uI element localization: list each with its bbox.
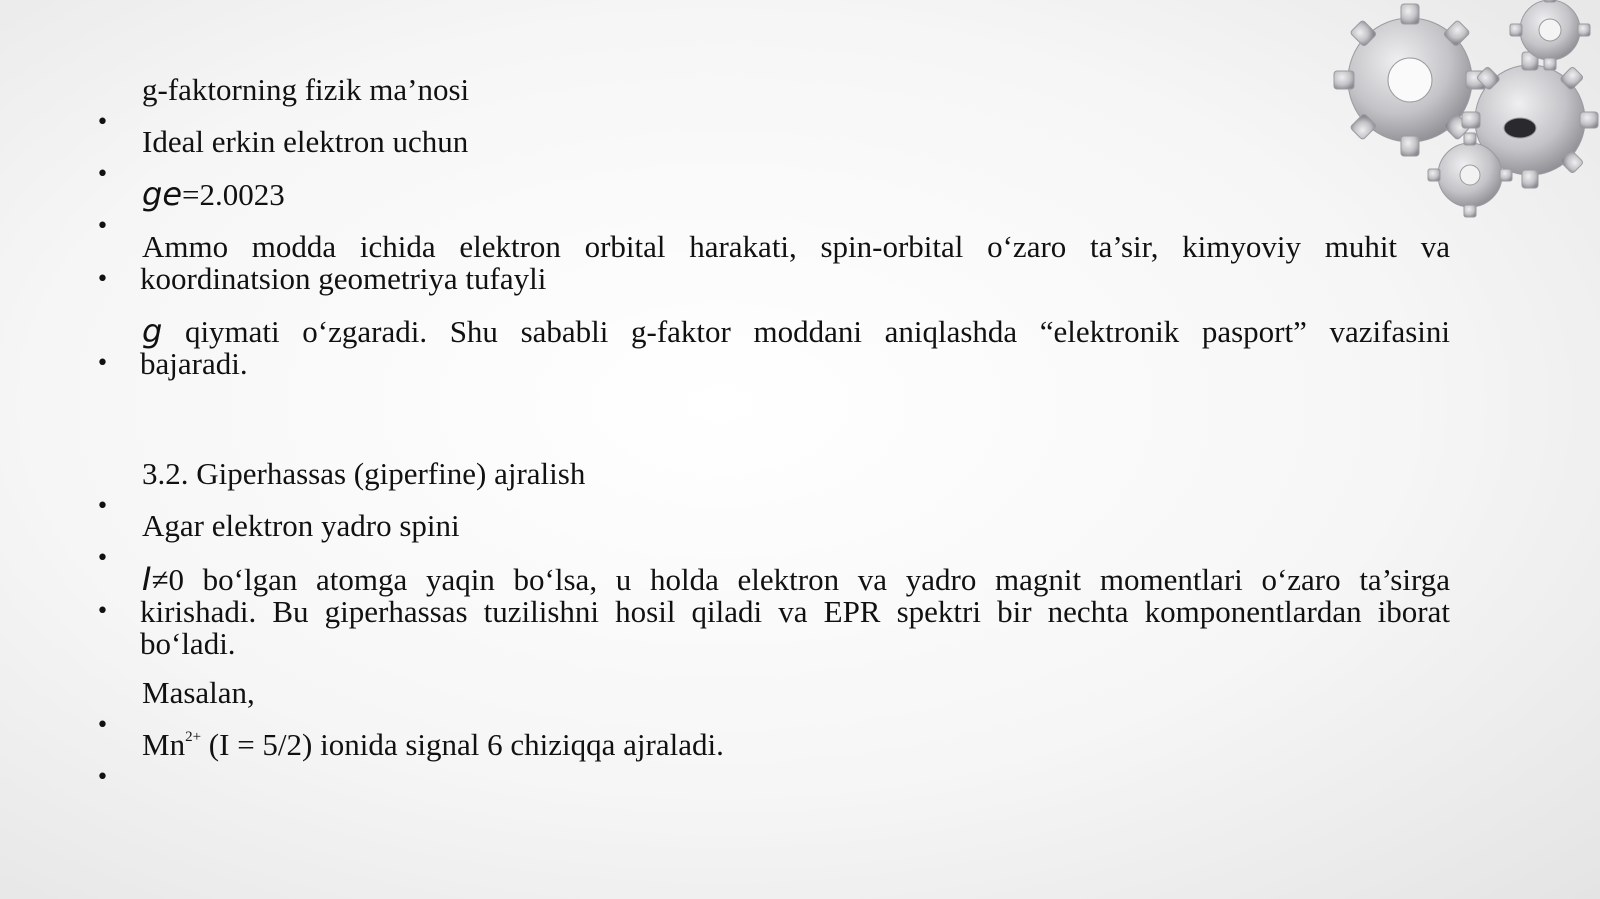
bullet-1: • — [96, 110, 109, 135]
bullet-7: • — [96, 546, 109, 571]
item-5-line-1: qiymati o‘zgaradi. Shu sababli g-faktor moddani aniqlashda “elektronik pasport” vazifasini — [162, 314, 1450, 349]
item-5-line-2: bajaradi. — [140, 346, 248, 381]
item-8-line-2: kirishadi. Bu giperhassas tuzilishni hosil qiladi va EPR spektri bir nechta komponentlardan iborat — [140, 594, 1450, 629]
bullet-2: • — [96, 162, 109, 187]
text-example — [142, 677, 1450, 709]
item-4-line-2: koordinatsion geometriya tufayli — [140, 261, 547, 296]
bullet-9: • — [96, 713, 109, 738]
mn-rest: (I = 5/2) ionida signal 6 chiziqqa ajraladi. — [201, 727, 724, 762]
item-1-text: g-faktorning fizik ma’nosi — [142, 72, 470, 107]
text-mn-example — [142, 729, 1450, 761]
text-hyperfine-heading — [142, 458, 1450, 490]
text-nuclear-spin — [142, 510, 1450, 542]
text-ge-value — [142, 175, 1450, 213]
bullet-8: • — [96, 599, 109, 624]
bullet-6: • — [96, 494, 109, 519]
mn-charge: 2+ — [185, 729, 202, 745]
item-4-line-1: Ammo modda ichida elektron orbital harakati, spin-orbital o‘zaro ta’sir, kimyoviy muhit va — [142, 229, 1450, 264]
item-2-text: Ideal erkin elektron uchun — [142, 124, 469, 159]
i-symbol: I — [142, 560, 152, 598]
bullet-5: • — [96, 351, 109, 376]
text-g-changes — [140, 312, 1450, 381]
item-8-line-1: ≠0 bo‘lgan atomga yaqin bo‘lsa, u holda elektron va yadro magnit momentlari o‘zaro ta’sirga — [151, 562, 1450, 597]
mn-prefix: Mn — [142, 727, 186, 762]
text-free-electron — [142, 126, 1450, 158]
bullet-4: • — [96, 267, 109, 292]
ge-value: =2.0023 — [182, 177, 285, 212]
text-g-factor-heading — [142, 74, 1450, 106]
g-symbol: g — [142, 312, 163, 350]
bullet-3: • — [96, 214, 109, 239]
text-hyperfine-interaction — [140, 560, 1450, 661]
item-8-line-3: bo‘ladi. — [140, 626, 236, 661]
ge-symbol: ge — [142, 175, 182, 213]
bullet-10: • — [96, 765, 109, 790]
item-6-text: 3.2. Giperhassas (giperfine) ajralish — [142, 456, 586, 491]
item-9-text: Masalan, — [142, 675, 255, 710]
text-orbital-motion — [142, 231, 1450, 295]
item-7-text: Agar elektron yadro spini — [142, 508, 460, 543]
